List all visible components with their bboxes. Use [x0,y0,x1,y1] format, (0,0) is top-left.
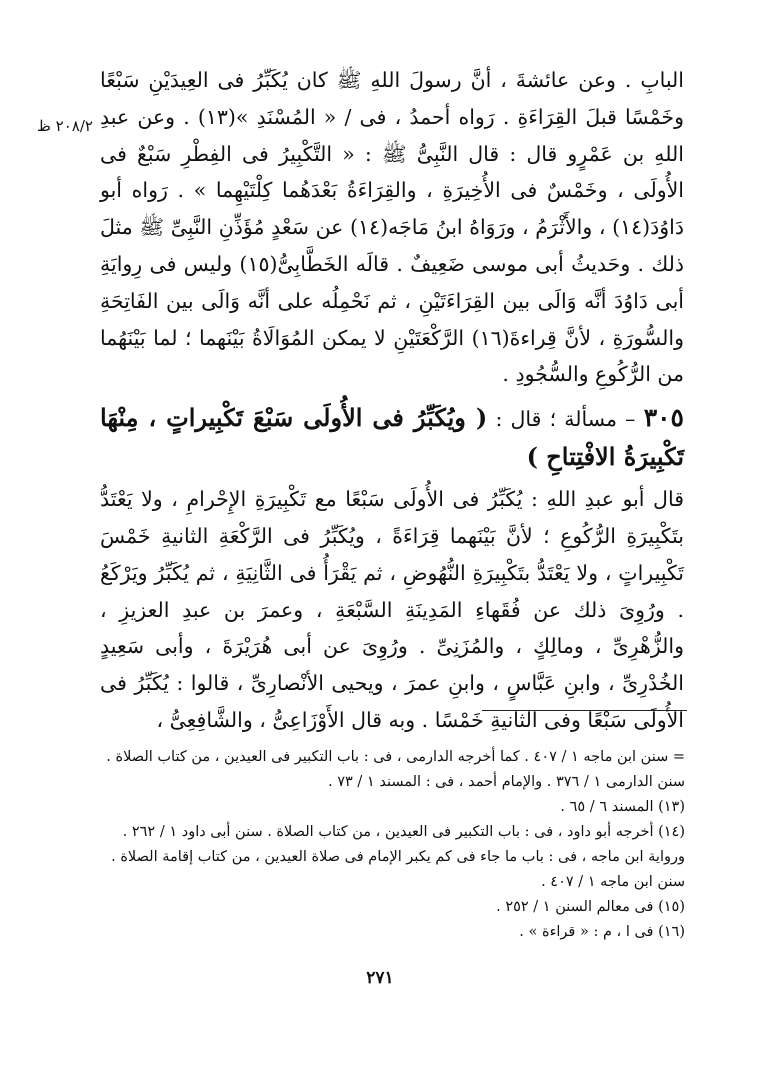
page-number: ٢٧١ [366,968,394,988]
issue-label: – مسألة ؛ قال : [495,407,636,432]
footnotes [90,745,685,945]
issue-number: ٣٠٥ [643,403,684,433]
issue-quote: ( ويُكَبِّرُ فى الأُولَى سَبْعَ تَكْبِيراتٍ ، مِنْهَا تَكْبِيرَةُ الافْتِتاحِ ) [100,403,684,472]
main-text [100,62,684,739]
footnote-13: (١٣) المسند ٦ / ٦٥ . [560,799,685,815]
margin-manuscript-ref: ٢٠٨/٢ ظ [37,117,93,135]
paragraph-2: قال أبو عبدِ اللهِ : يُكَبِّرُ فى الأُولَى سَبْعًا مع تَكْبِيرَةِ الإِحْرامِ ، ولا يَعْتَدُّ بتَكْبِيرَةِ الرُّكُوعِ ؛ لأنَّ بَيْنَهما قِرَاءَةً ، ويُكَبِّرُ فى الرَّكْعَةِ الثانيةِ خَمْسَ تَكْبِيراتٍ ، ولا يَعْتَدُّ بتَكْبِيرَةِ النُّهُوضِ ، ثم يَقْرَأُ فى الثَّانِيَةِ ، ثم يُكَبِّرُ ويَرْكَعُ . ورُوِىَ ذلك عن فُقَهاءِ المَدِينَةِ السَّبْعَةِ ، وعمرَ بن عبدِ العزيزِ ، والزُّهْرِىِّ ، ومالِكٍ ، والمُزَنِىِّ . ورُوِىَ عن أبى هُرَيْرَةَ ، وأبى سَعِيدٍ الخُدْرِىِّ ، وابنِ عَبَّاسٍ ، وابنِ عمرَ ، ويحيى الأنْصارِىِّ ، قالوا : يُكَبِّرُ فى الأُولَى سَبْعًا وفى الثانيةِ خَمْسًا . وبه قال الأَوْزَاعِىُّ ، والشَّافِعِىُّ ، [100,487,684,732]
footnote-14: (١٤) أخرجه أبو داود ، فى : باب التكبير فى العيدين ، من كتاب الصلاة . سنن أبى داود ١ / ٢٦٢ . ورواية ابن ماجه ، فى : باب ما جاء فى كم يكبر الإمام فى صلاة العيدين ، من كتاب إقامة الصلاة . سنن ابن ماجه ١ / ٤٠٧ . [111,824,685,890]
footnote-16: (١٦) فى ا ، م : « قراءة » . [519,924,685,940]
paragraph-1: البابِ . وعن عائشةَ ، أنَّ رسولَ اللهِ ﷺ كان يُكَبِّرُ فى العِيدَيْنِ سَبْعًا وخَمْسًا قبلَ القِرَاءَةِ . رَواه أحمدُ ، فى / « المُسْنَدِ »(١٣) . وعن عبدِ اللهِ بن عَمْرٍو قال : قال النَّبِىُّ ﷺ : « التَّكْبِيرُ فى الفِطْرِ سَبْعٌ فى الأُولَى ، وخَمْسٌ فى الأُخِيرَةِ ، والقِرَاءَةُ بَعْدَهُما كِلْتَيْهِما » . رَواه أبو دَاوُدَ(١٤) ، والأَثْرَمُ ، ورَوَاهُ ابنُ مَاجَه(١٤) عن سَعْدٍ مُؤَذِّنِ النَّبِىِّ ﷺ مثلَ ذلك . وحَديثُ أبى موسى ضَعِيفٌ . قالَه الخَطَّابِىُّ(١٥) وليس فى رِوايَةِ أبى دَاوُدَ أنَّه وَالَى بين القِرَاءَتَيْنِ ، ثم نَحْمِلُه على أنَّه وَالَى بين الفَاتِحَةِ والسُّورَةِ ، لأنَّ قِراءةَ(١٦) الرَّكْعَتَيْنِ لا يمكن المُوَالَاةُ بَيْنَهما ؛ لما بَيْنَهُما من الرُّكُوعِ والسُّجُودِ . [100,68,685,387]
footnote-15: (١٥) فى معالم السنن ١ / ٢٥٢ . [496,899,685,915]
issue-heading [100,399,684,477]
footnote-divider [482,710,687,711]
footnote-continuation: = سنن ابن ماجه ١ / ٤٠٧ . كما أخرجه الدارمى ، فى : باب التكبير فى العيدين ، من كتاب الصلاة . سنن الدارمى ١ / ٣٧٦ . والإمام أحمد ، فى : المسند ١ / ٧٣ . [106,749,685,790]
